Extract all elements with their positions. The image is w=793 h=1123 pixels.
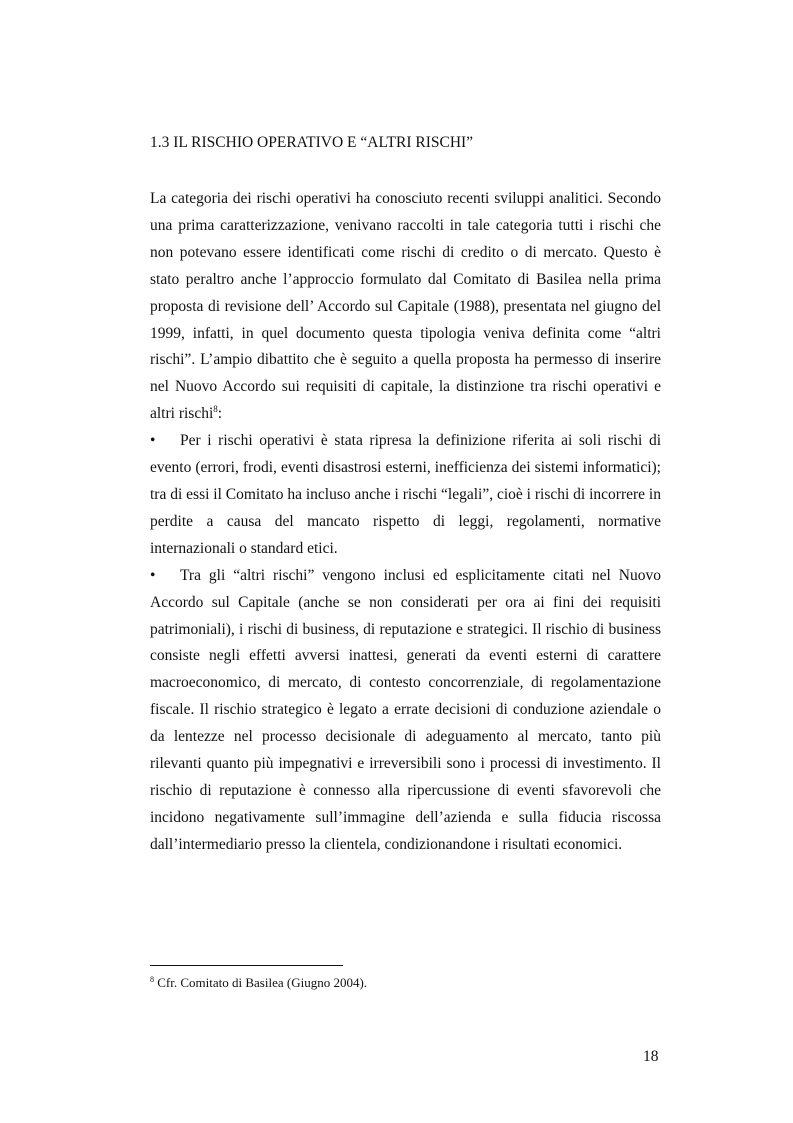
bullet-icon: • (150, 566, 156, 584)
footnote-divider (150, 965, 343, 966)
intro-text: La categoria dei rischi operativi ha conosciuto recenti sviluppi analitici. Secondo una prima caratterizzazione, venivano raccolti in tale categoria tutti i rischi che non potevano essere identificati come rischi di credito o di mercato. Questo è stato peraltro anche l’approccio formulato dal Comitato di Basilea nella prima proposta di revisione dell’ Accordo sul Capitale (1988), presentata nel giugno del 1999, infatti, in quel documento questa tipologia veniva definita come “altri rischi”. L’ampio dibattito che è seguito a quella proposta ha permesso di inserire nel Nuovo Accordo sui requisiti di capitale, la distinzione tra rischi operativi e altri rischi (150, 190, 661, 423)
footnote-reference: 8 (213, 404, 218, 415)
footnote-marker: 8 (150, 975, 154, 984)
intro-paragraph (150, 186, 661, 428)
section-body (150, 186, 661, 859)
bullet-item-operational-risks (150, 428, 661, 563)
footnote (150, 975, 367, 991)
page-number: 18 (643, 1048, 659, 1065)
section-heading: 1.3 IL RISCHIO OPERATIVO E “ALTRI RISCHI” (150, 134, 474, 151)
bullet-icon: • (150, 432, 156, 450)
bullet-text: Per i rischi operativi è stata ripresa la definizione riferita ai soli rischi di evento (errori, frodi, eventi disastrosi esterni, inefficienza dei sistemi informatici); tra di essi il Comitato ha incluso anche i rischi “legali”, cioè i rischi di incorrere in perdite a causa del mancato rispetto di leggi, regolamenti, normative internazionali o standard etici. (150, 432, 661, 557)
footnote-text: Cfr. Comitato di Basilea (Giugno 2004). (154, 975, 368, 990)
intro-colon: : (217, 405, 223, 423)
bullet-item-other-risks (150, 563, 661, 859)
bullet-text: Tra gli “altri rischi” vengono inclusi ed esplicitamente citati nel Nuovo Accordo sul Capitale (anche se non considerati per ora ai fini dei requisiti patrimoniali), i rischi di business, di reputazione e strategici. Il rischio di business consiste negli effetti avversi inattesi, generati da eventi esterni di carattere macroeconomico, di mercato, di contesto concorrenziale, di regolamentazione fiscale. Il rischio strategico è legato a errate decisioni di conduzione aziendale o da lentezze nel processo decisionale di adeguamento al mercato, tanto più rilevanti quanto più impegnativi e irreversibili sono i processi di investimento. Il rischio di reputazione è connesso alla ripercussione di eventi sfavorevoli che incidono negativamente sull’immagine dell’azienda e sulla fiducia riscossa dall’intermediario presso la clientela, condizionandone i risultati economici. (150, 566, 661, 853)
